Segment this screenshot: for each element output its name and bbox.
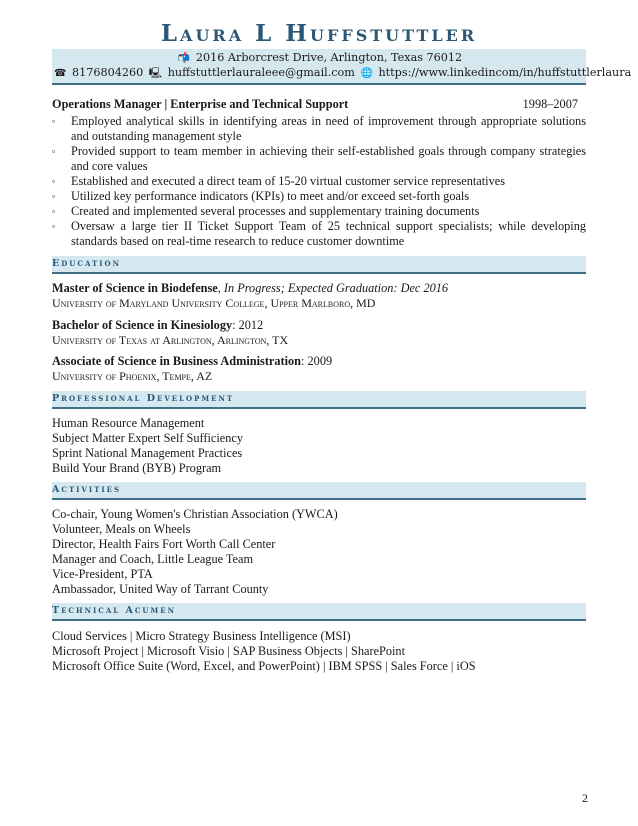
- activities-list: [52, 507, 586, 597]
- school-name: University of Texas at Arlington, Arlington, TX: [52, 333, 289, 347]
- degree-detail: : 2009: [301, 354, 333, 368]
- square-bullet-icon: ▫: [52, 176, 56, 186]
- list-item: Microsoft Office Suite (Word, Excel, and PowerPoint) | IBM SPSS | Sales Force | iOS: [52, 659, 476, 673]
- job-header: [52, 97, 586, 112]
- phone-text: 8176804260: [72, 66, 144, 79]
- list-item: Build Your Brand (BYB) Program: [52, 461, 222, 475]
- list-item: ▫ Established and executed a direct team of 15-20 virtual customer service representatives: [52, 174, 505, 188]
- list-item: Subject Matter Expert Self Sufficiency: [52, 431, 244, 445]
- candidate-name: Laura L Huffstuttler: [160, 20, 478, 47]
- education-entry: [52, 281, 586, 311]
- page-number: 2: [582, 791, 588, 805]
- list-item: Vice-President, PTA: [52, 567, 153, 581]
- list-item: Ambassador, United Way of Tarrant County: [52, 582, 269, 596]
- address-text: 2016 Arborcrest Drive, Arlington, Texas 76012: [195, 51, 463, 64]
- school-name: University of Maryland University College, Upper Marlboro, MD: [52, 296, 376, 310]
- contact-banner: [52, 49, 632, 85]
- list-item: Volunteer, Meals on Wheels: [52, 522, 191, 536]
- education-entry: [52, 354, 586, 384]
- list-item: Sprint National Management Practices: [52, 446, 243, 460]
- list-item: ▫ Created and implemented several processes and supplementary training documents: [52, 204, 480, 218]
- degree-detail: : 2012: [232, 318, 264, 332]
- list-item: Microsoft Project | Microsoft Visio | SAP Business Objects | SharePoint: [52, 644, 406, 658]
- degree-title: Master of Science in Biodefense: [52, 281, 218, 295]
- experience-bullets: [52, 114, 586, 249]
- degree-title: Bachelor of Science in Kinesiology: [52, 318, 233, 332]
- job-title: Operations Manager | Enterprise and Technical Support: [52, 97, 349, 111]
- linkedin-link[interactable]: https://www.linkedincom/in/huffstuttlerlaura: [378, 66, 632, 79]
- list-item: ▫ Utilized key performance indicators (KPIs) to meet and/or exceed set-forth goals: [52, 189, 470, 203]
- square-bullet-icon: ▫: [52, 221, 56, 231]
- mailbox-icon: 📬: [177, 53, 191, 64]
- list-item: Cloud Services | Micro Strategy Business Intelligence (MSI): [52, 629, 351, 643]
- computer-icon: 🖳: [148, 68, 163, 79]
- phone-icon: ☎: [54, 68, 67, 79]
- list-item: ▫ Employed analytical skills in identifying areas in need of improvement through appropriate solutions and outstanding management style: [52, 114, 586, 143]
- education-entry: [52, 318, 586, 348]
- list-item: ▫ Oversaw a large tier II Ticket Support Team of 25 technical support specialists; while developing standards based on real-time research to reduce customer downtime: [52, 219, 586, 248]
- email-link[interactable]: huffstuttlerlauraleee@gmail.com: [167, 66, 355, 79]
- contact-line: [52, 66, 632, 83]
- professional-development-list: [52, 416, 586, 476]
- list-item: ▫ Provided support to team member in achieving their self-established goals through company strategies and core values: [52, 144, 586, 173]
- square-bullet-icon: ▫: [52, 146, 56, 156]
- address-line: [52, 51, 586, 64]
- square-bullet-icon: ▫: [52, 116, 56, 126]
- globe-icon: 🌐: [360, 68, 373, 79]
- list-item: Human Resource Management: [52, 416, 205, 430]
- list-item: Director, Health Fairs Fort Worth Call Center: [52, 537, 276, 551]
- technical-acumen-list: [52, 629, 586, 674]
- list-item: Co-chair, Young Women's Christian Association (YWCA): [52, 507, 338, 521]
- degree-title: Associate of Science in Business Administration: [52, 354, 302, 368]
- school-name: University of Phoenix, Tempe, AZ: [52, 369, 213, 383]
- list-item: Manager and Coach, Little League Team: [52, 552, 254, 566]
- square-bullet-icon: ▫: [52, 206, 56, 216]
- section-heading-activities: Activities: [52, 482, 586, 500]
- degree-detail: , In Progress; Expected Graduation: Dec 2016: [217, 281, 449, 295]
- section-heading-professional-development: Professional Development: [52, 391, 586, 409]
- job-dates: 1998–2007: [522, 97, 578, 111]
- section-heading-education: Education: [52, 256, 586, 274]
- square-bullet-icon: ▫: [52, 191, 56, 201]
- section-heading-technical-acumen: Technical Acumen: [52, 603, 586, 621]
